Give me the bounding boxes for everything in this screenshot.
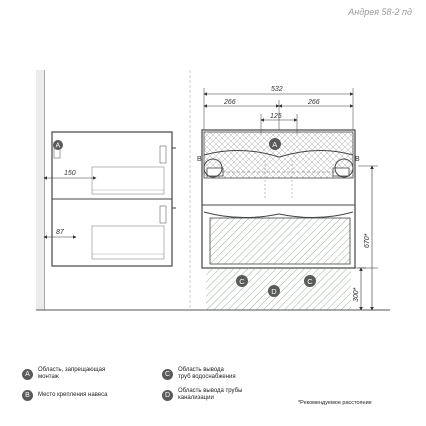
svg-text:A: A [272, 139, 278, 149]
dim-height-670: 670* [364, 233, 371, 248]
dim-height-300: 300* [353, 287, 360, 302]
svg-text:C: C [307, 276, 313, 286]
legend-badge-b: B [22, 390, 33, 401]
drawing-title: Андрея 58-2 пд [348, 7, 412, 17]
marker-b-left [197, 156, 202, 163]
legend-text-a: Область, запрещающая монтаж [38, 367, 106, 380]
dim-half-left: 266 [224, 99, 236, 106]
marker-a-side [53, 140, 63, 150]
svg-text:B: B [355, 156, 360, 163]
marker-d [268, 285, 280, 297]
svg-text:A: A [55, 142, 61, 150]
legend-text-b: Место крепления навеса [38, 392, 108, 398]
svg-text:B: B [197, 156, 202, 163]
legend-badge-a: A [22, 369, 33, 380]
svg-text:D: D [271, 286, 277, 296]
marker-b-right [355, 156, 360, 163]
dim-total-width: 532 [271, 86, 283, 93]
dim-side-87: 87 [56, 229, 64, 236]
marker-c-right [304, 275, 316, 287]
side-view [36, 70, 190, 310]
dim-half-right: 266 [308, 99, 320, 106]
recommended-distance-note: *Рекомендуемое расстояние [298, 400, 372, 406]
legend-text-d: Область вывода трубы канализации [178, 388, 243, 401]
front-view [190, 70, 390, 310]
dim-side-150: 150 [64, 170, 76, 177]
marker-c-left [236, 275, 248, 287]
legend-text-c: Область вывода труб водоснабжения [178, 367, 236, 380]
svg-text:C: C [239, 276, 245, 286]
legend-badge-c: C [162, 369, 173, 380]
marker-a-front [269, 138, 281, 150]
dim-center-gap: 125 [270, 113, 282, 120]
legend-badge-d: D [162, 390, 173, 401]
